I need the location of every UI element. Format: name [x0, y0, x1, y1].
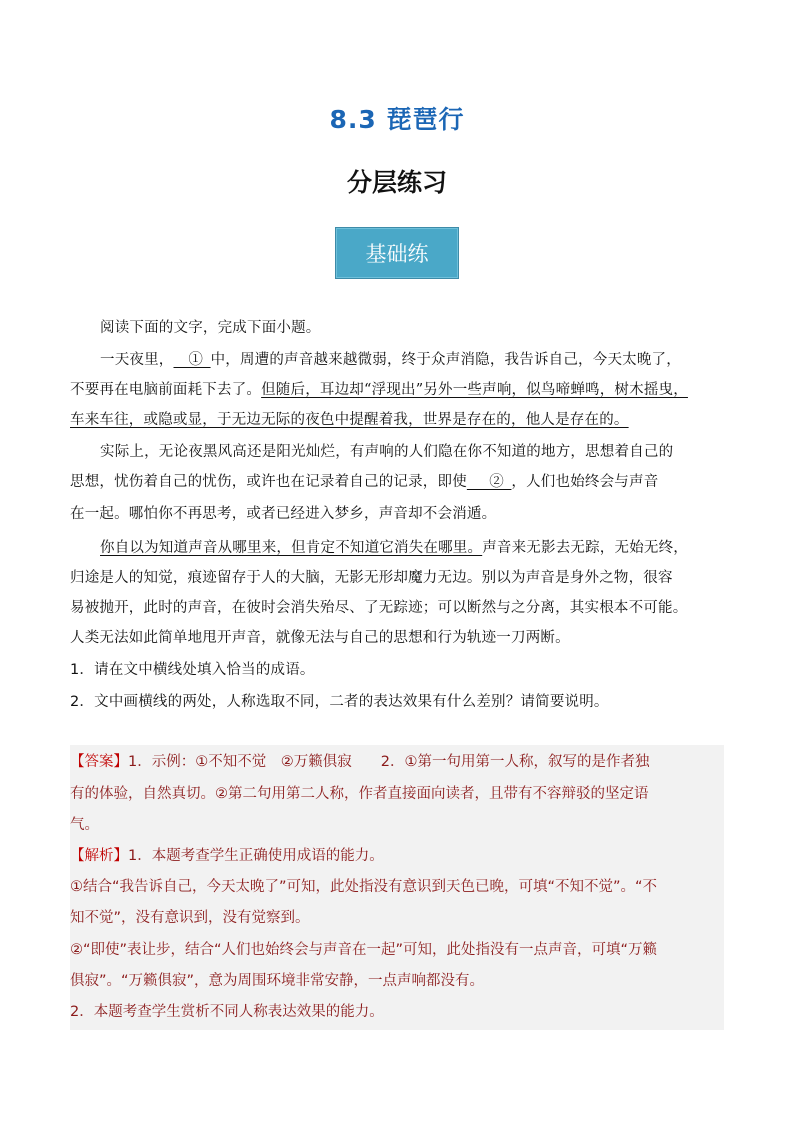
- text-segment: 中，周遭的声音越来越微弱，终于众声消隐，我告诉自己，今天太晚了，: [210, 352, 681, 368]
- text-segment: 1．本题考查学生正确使用成语的能力。: [128, 848, 384, 864]
- text-segment: 声音来无影去无踪，无始无终，: [482, 540, 689, 556]
- page-title: 8.3 琵琶行: [329, 105, 465, 134]
- analysis-line: 俱寂”。“万籁俱寂”，意为周围环境非常安静，一点声响都没有。: [70, 973, 485, 989]
- text-segment: 思想，忧伤着自己的忧伤，或许也在记录着自己的记录，即使: [70, 474, 467, 490]
- page-subtitle: 分层练习: [346, 168, 447, 197]
- passage-line: [100, 538, 760, 558]
- analysis-line: ①结合“我告诉自己，今天太晚了”可知，此处指没有意识到天色已晚，可填“不知不觉”。“不: [70, 879, 658, 895]
- underlined-sentence-1: 但随后，耳边却“浮现出”另外一些声响，似鸟啼蝉鸣，树木摇曳，: [261, 382, 688, 398]
- analysis-line: 2．本题考查学生赏析不同人称表达效果的能力。: [70, 1004, 384, 1020]
- analysis-line: 知不觉”，没有意识到，没有觉察到。: [70, 910, 310, 926]
- text-segment: 不要再在电脑前面耗下去了。: [70, 382, 262, 398]
- level-badge: 基础练: [335, 227, 459, 279]
- passage-line: [70, 410, 730, 430]
- text-segment: ，人们也始终会与声音: [511, 474, 659, 490]
- analysis-tag: 【解析】: [70, 848, 128, 864]
- passage-line: [100, 350, 760, 370]
- underlined-sentence-1-cont: 车来车往，或隐或显，于无边无际的夜色中提醒着我，世界是存在的，他人是存在的。: [70, 412, 629, 428]
- reading-instruction: 阅读下面的文字，完成下面小题。: [100, 320, 321, 336]
- analysis-line: [70, 846, 730, 866]
- passage-line: 实际上，无论夜黑风高还是阳光灿烂，有声响的人们隐在你不知道的地方，思想着自己的: [100, 444, 674, 460]
- passage-line: 在一起。哪怕你不再思考，或者已经进入梦乡，声音却不会消遁。: [70, 506, 497, 522]
- answer-line: 有的体验，自然真切。②第二句用第二人称，作者直接面向读者，且带有不容辩驳的坚定语: [70, 786, 649, 802]
- blank-1: __①_: [173, 352, 211, 368]
- question-2: 2．文中画横线的两处，人称选取不同，二者的表达效果有什么差别？请简要说明。: [70, 694, 609, 710]
- passage-line: 归途是人的知觉，痕迹留存于人的大脑，无影无形却魔力无边。别以为声音是身外之物，很容: [70, 570, 673, 586]
- passage-line: [70, 380, 730, 400]
- blank-2: ___②_: [466, 474, 512, 490]
- answer-tag: 【答案】: [70, 754, 128, 770]
- passage-line: 易被抛开，此时的声音，在彼时会消失殆尽、了无踪迹；可以断然与之分离，其实根本不可能。: [70, 600, 688, 616]
- text-segment: 一天夜里，: [100, 352, 174, 368]
- passage-line: 人类无法如此简单地甩开声音，就像无法与自己的思想和行为轨迹一刀两断。: [70, 630, 570, 646]
- question-1: 1．请在文中横线处填入恰当的成语。: [70, 662, 315, 678]
- passage-line: [70, 472, 730, 492]
- answer-line: [70, 752, 730, 772]
- analysis-line: ②“即使”表让步，结合“人们也始终会与声音在一起”可知，此处指没有一点声音，可填“万籁: [70, 942, 658, 958]
- answer-line: 气。: [70, 817, 99, 833]
- underlined-sentence-2: 你自以为知道声音从哪里来，但肯定不知道它消失在哪里。: [100, 540, 483, 556]
- text-segment: 1．示例：①不知不觉 ②万籁俱寂 2．①第一句用第一人称，叙写的是作者独: [128, 754, 650, 770]
